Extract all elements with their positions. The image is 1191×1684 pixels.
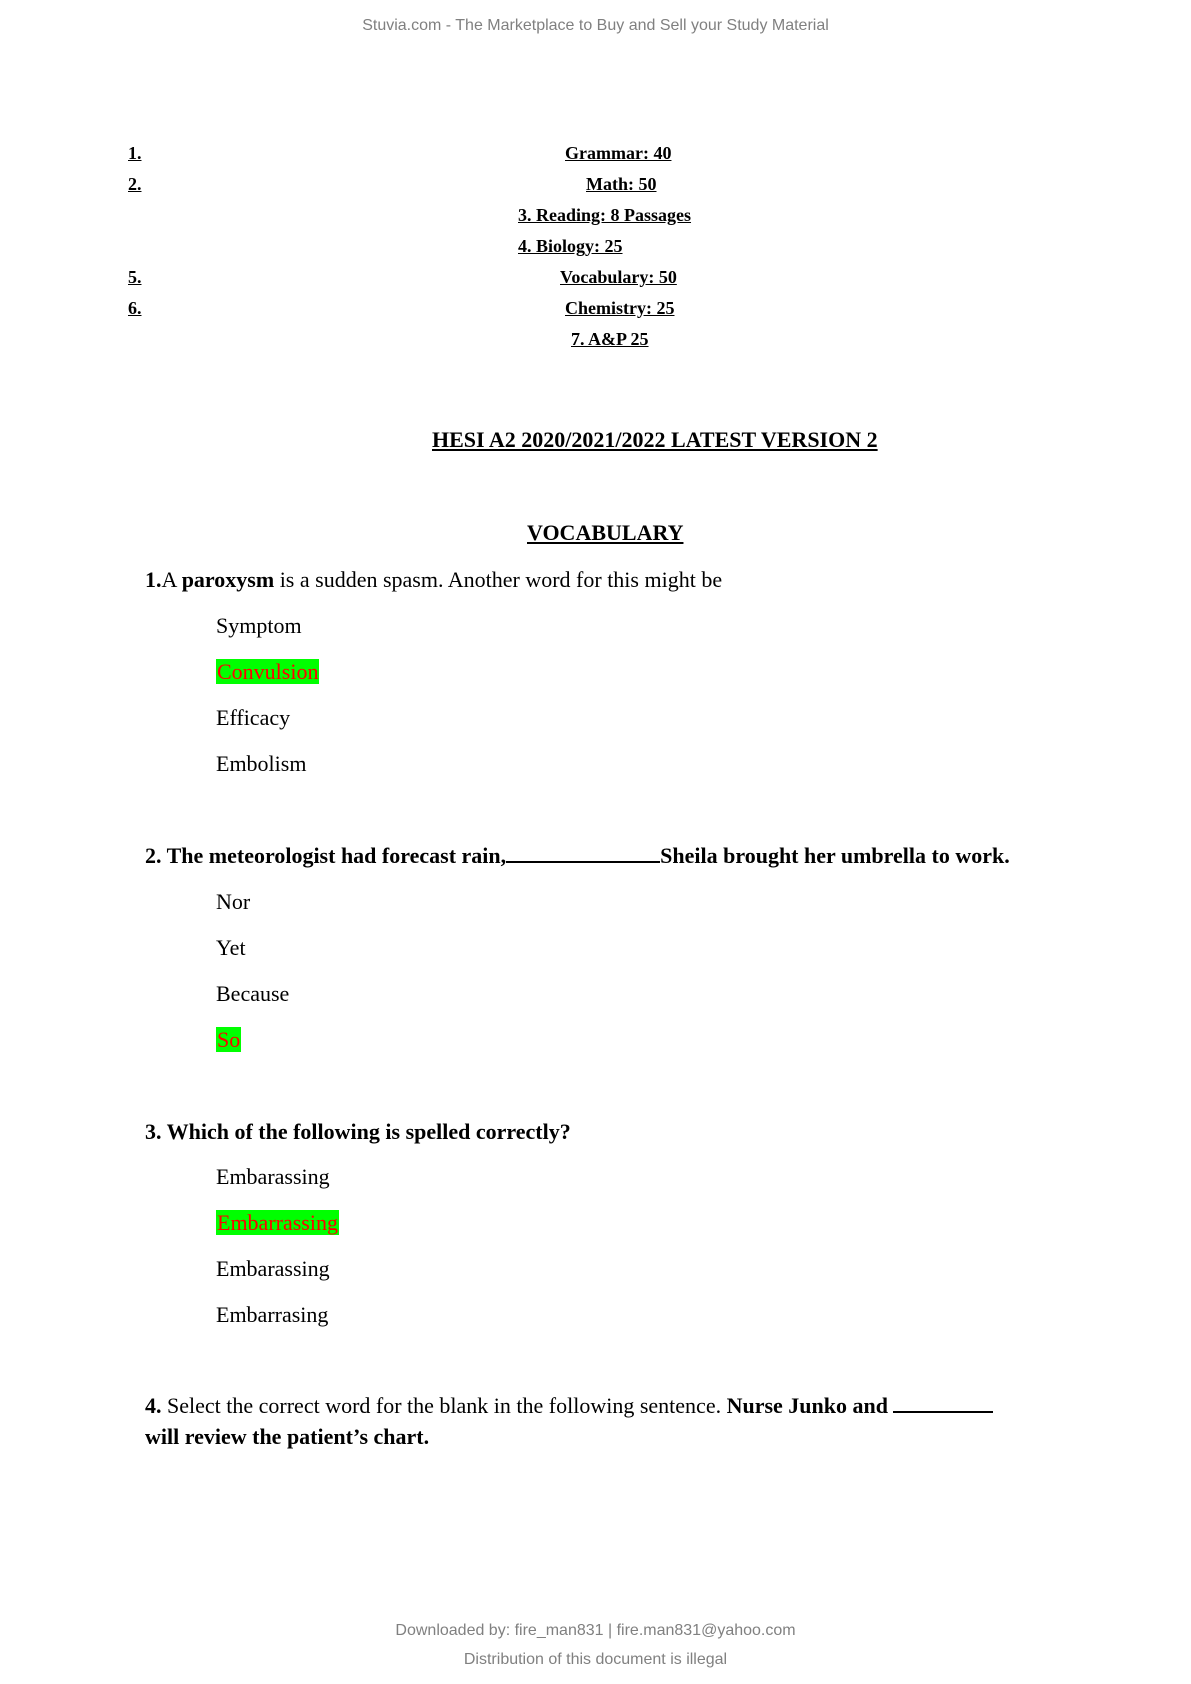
download-notice: Downloaded by: fire_man831 | fire.man831@yahoo.com: [395, 1622, 796, 1639]
answer-option-correct: [216, 1027, 241, 1053]
question-4-continued: will review the patient’s chart.: [145, 1424, 430, 1449]
answer-option: Yet: [216, 935, 246, 960]
toc-item-grammar: Grammar: 40: [565, 143, 672, 163]
question-text: Select the correct word for the blank in the following sentence.: [161, 1393, 727, 1418]
answer-option: Embarrasing: [216, 1302, 329, 1327]
question-1: [145, 567, 722, 593]
toc-number-1: 1.: [128, 143, 142, 163]
stuvia-banner: Stuvia.com - The Marketplace to Buy and Sell your Study Material: [362, 17, 829, 34]
answer-option: Embarassing: [216, 1256, 330, 1281]
answer-option: Embolism: [216, 751, 307, 776]
question-2: [145, 843, 1010, 869]
answer-option: Nor: [216, 889, 251, 914]
document-title: HESI A2 2020/2021/2022 LATEST VERSION 2: [432, 427, 878, 452]
answer-blank: [506, 861, 660, 863]
toc-item-anp: 7. A&P 25: [571, 329, 649, 349]
question-number: 4.: [145, 1393, 162, 1418]
section-heading: VOCABULARY: [527, 520, 684, 545]
question-text: A: [161, 567, 182, 592]
distribution-notice: Distribution of this document is illegal: [463, 1651, 728, 1668]
answer-option: Symptom: [216, 613, 302, 638]
question-number: 2.: [145, 843, 162, 868]
question-text: is a sudden spasm. Another word for this might be: [274, 567, 723, 592]
question-text: Which of the following is spelled correctly?: [166, 1119, 571, 1144]
answer-option-correct: [216, 659, 319, 685]
toc-item-chemistry: Chemistry: 25: [565, 298, 675, 318]
answer-option-correct: [216, 1210, 339, 1236]
question-3: [145, 1119, 571, 1145]
toc-number-6: 6.: [128, 298, 142, 318]
correct-answer-highlight: So: [217, 1027, 241, 1052]
answer-option: Embarassing: [216, 1164, 330, 1189]
toc-item-math: Math: 50: [586, 174, 657, 194]
answer-option: Because: [216, 981, 290, 1006]
question-text: Sheila brought her umbrella to work.: [660, 843, 1010, 868]
toc-item-biology: 4. Biology: 25: [518, 236, 623, 256]
question-text: The meteorologist had forecast rain,: [166, 843, 507, 868]
correct-answer-highlight: Convulsion: [217, 659, 319, 684]
toc-item-vocabulary: Vocabulary: 50: [560, 267, 677, 287]
correct-answer-highlight: Embarrassing: [217, 1210, 338, 1235]
question-4: [145, 1393, 993, 1419]
toc-number-5: 5.: [128, 267, 142, 287]
question-number: 1.: [145, 567, 162, 592]
question-keyword: paroxysm: [181, 567, 275, 592]
answer-blank: [893, 1411, 993, 1413]
question-number: 3.: [145, 1119, 162, 1144]
question-bold-text: Nurse Junko and: [726, 1393, 888, 1418]
toc-number-2: 2.: [128, 174, 142, 194]
answer-option: Efficacy: [216, 705, 291, 730]
toc-item-reading: 3. Reading: 8 Passages: [518, 205, 692, 225]
